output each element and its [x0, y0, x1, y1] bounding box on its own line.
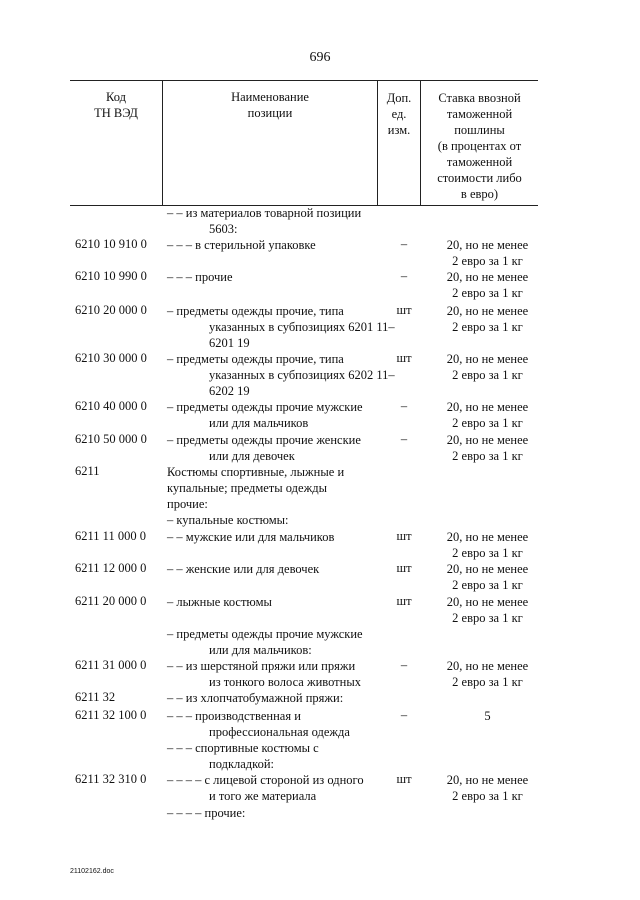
header-name-line: Наименование — [231, 90, 309, 104]
header-unit — [377, 81, 420, 205]
row-name-line: или для девочек — [209, 449, 295, 463]
row-name — [167, 772, 382, 804]
row-rate-line: 5 — [484, 709, 491, 723]
row-unit: шт — [396, 561, 412, 575]
row-rate — [430, 658, 545, 690]
row-rate — [430, 237, 545, 269]
row-name-line: 5603: — [209, 222, 238, 236]
row-unit: – — [400, 708, 408, 722]
row-rate-line: 2 евро за 1 кг — [452, 611, 523, 625]
file-name: 21102162.doc — [70, 868, 114, 875]
row-rate-line: 2 евро за 1 кг — [452, 368, 523, 382]
row-name-line: – – – производственная и — [167, 709, 301, 723]
row-rate-line: 2 евро за 1 кг — [452, 449, 523, 463]
header-name-line: позиции — [247, 106, 293, 120]
row-unit: шт — [396, 594, 412, 608]
row-rate-line: 20, но не менее — [446, 270, 529, 284]
row-name — [167, 351, 395, 399]
row-name-line: 6201 19 — [209, 336, 250, 350]
row-rate — [430, 269, 545, 301]
row-code: 6210 10 910 0 — [75, 237, 147, 251]
header-unit-line: изм. — [387, 123, 411, 137]
row-name-line: или для мальчиков — [209, 416, 309, 430]
row-name-line: – – – – прочие: — [167, 806, 246, 820]
row-unit: – — [400, 432, 408, 446]
row-name-line: – – – в стерильной упаковке — [167, 238, 316, 252]
row-name-line: – предметы одежды прочие, типа — [167, 304, 344, 318]
row-name — [167, 708, 382, 740]
row-code: 6210 10 990 0 — [75, 269, 147, 283]
row-name-line: – – из материалов товарной позиции — [167, 206, 362, 220]
row-name-line: прочие: — [167, 497, 208, 511]
row-code: 6210 50 000 0 — [75, 432, 147, 446]
header-rate-line: стоимости либо — [437, 171, 522, 185]
row-rate-line: 2 евро за 1 кг — [452, 416, 523, 430]
row-code: 6210 20 000 0 — [75, 303, 147, 317]
row-name — [167, 269, 382, 285]
header-code — [70, 81, 162, 205]
row-rate-line: 20, но не менее — [446, 773, 529, 787]
row-rate-line: 20, но не менее — [446, 659, 529, 673]
header-unit-line: Доп. — [386, 91, 412, 105]
row-name — [167, 529, 382, 545]
row-code: 6211 — [75, 464, 100, 478]
row-name — [167, 626, 382, 658]
row-unit: шт — [396, 529, 412, 543]
row-unit: – — [400, 237, 408, 251]
row-name-line: подкладкой: — [209, 757, 275, 771]
row-name-line: 6202 19 — [209, 384, 250, 398]
row-name-line: указанных в субпозициях 6201 11– — [209, 320, 395, 334]
row-name-line: или для мальчиков: — [209, 643, 312, 657]
row-rate-line: 2 евро за 1 кг — [452, 286, 523, 300]
row-code: 6211 32 100 0 — [75, 708, 147, 722]
row-unit: – — [400, 658, 408, 672]
header-rate-line: в евро) — [460, 187, 499, 201]
header-rate-line: Ставка ввозной — [438, 91, 521, 105]
row-code: 6211 32 — [75, 690, 116, 704]
row-rate — [430, 303, 545, 335]
header-rate — [420, 81, 538, 205]
row-name-line: – – мужские или для мальчиков — [167, 530, 335, 544]
row-name-line: – лыжные костюмы — [167, 595, 272, 609]
row-name — [167, 399, 382, 431]
row-rate — [430, 772, 545, 804]
row-code: 6211 12 000 0 — [75, 561, 147, 575]
row-rate-line: 20, но не менее — [446, 400, 529, 414]
row-code: 6211 11 000 0 — [75, 529, 146, 543]
row-name-line: купальные; предметы одежды — [167, 481, 327, 495]
row-code: 6210 40 000 0 — [75, 399, 147, 413]
table-header — [70, 80, 538, 206]
row-rate — [430, 432, 545, 464]
row-rate-line: 2 евро за 1 кг — [452, 578, 523, 592]
row-rate — [430, 351, 545, 383]
header-unit-line: ед. — [391, 107, 407, 121]
row-rate-line: 2 евро за 1 кг — [452, 675, 523, 689]
row-unit: – — [400, 269, 408, 283]
row-code: 6211 31 000 0 — [75, 658, 147, 672]
row-rate-line: 20, но не менее — [446, 238, 529, 252]
row-name — [167, 303, 395, 351]
row-name-line: – – – прочие — [167, 270, 233, 284]
row-name-line: Костюмы спортивные, лыжные и — [167, 465, 345, 479]
row-name — [167, 561, 382, 577]
row-code: 6210 30 000 0 — [75, 351, 147, 365]
row-name-line: профессиональная одежда — [209, 725, 350, 739]
row-rate-line: 20, но не менее — [446, 352, 529, 366]
row-code: 6211 32 310 0 — [75, 772, 147, 786]
row-name-line: – предметы одежды прочие, типа — [167, 352, 344, 366]
header-rate-line: таможенной — [446, 155, 513, 169]
row-name — [167, 740, 382, 772]
row-name — [167, 205, 382, 237]
row-name-line: – предметы одежды прочие мужские — [167, 400, 363, 414]
row-name-line: и того же материала — [209, 789, 317, 803]
row-name — [167, 432, 382, 464]
header-code-line: ТН ВЭД — [94, 106, 138, 120]
row-rate-line: 20, но не менее — [446, 595, 529, 609]
header-rate-line: (в процентах от — [437, 139, 522, 153]
row-name-line: – – – спортивные костюмы с — [167, 741, 319, 755]
header-name — [162, 81, 377, 205]
row-name-line: указанных в субпозициях 6202 11– — [209, 368, 395, 382]
row-rate — [430, 561, 545, 593]
row-name — [167, 658, 382, 690]
row-name-line: – – из шерстяной пряжи или пряжи — [167, 659, 356, 673]
row-rate-line: 20, но не менее — [446, 530, 529, 544]
header-rate-line: таможенной — [446, 107, 513, 121]
row-name-line: – – – – с лицевой стороной из одного — [167, 773, 364, 787]
row-rate-line: 2 евро за 1 кг — [452, 254, 523, 268]
row-rate-line: 2 евро за 1 кг — [452, 546, 523, 560]
row-name-line: – предметы одежды прочие мужские — [167, 627, 363, 641]
row-rate-line: 2 евро за 1 кг — [452, 320, 523, 334]
header-code-line: Код — [106, 90, 126, 104]
header-rate-line: пошлины — [454, 123, 505, 137]
row-name — [167, 464, 382, 528]
row-rate-line: 2 евро за 1 кг — [452, 789, 523, 803]
row-name — [167, 237, 382, 253]
row-name-line: – предметы одежды прочие женские — [167, 433, 361, 447]
row-rate — [430, 594, 545, 626]
row-name — [167, 594, 382, 610]
page-number: 696 — [309, 50, 331, 65]
row-name-line: – купальные костюмы: — [167, 513, 289, 527]
row-unit: – — [400, 399, 408, 413]
row-rate-line: 20, но не менее — [446, 433, 529, 447]
row-unit: шт — [396, 303, 412, 317]
row-name-line: из тонкого волоса животных — [209, 675, 361, 689]
row-rate — [430, 399, 545, 431]
row-name — [167, 805, 382, 821]
row-unit: шт — [396, 351, 412, 365]
row-rate-line: 20, но не менее — [446, 562, 529, 576]
row-rate-line: 20, но не менее — [446, 304, 529, 318]
row-name-line: – – из хлопчатобумажной пряжи: — [167, 691, 344, 705]
row-unit: шт — [396, 772, 412, 786]
row-name-line: – – женские или для девочек — [167, 562, 320, 576]
row-rate — [430, 529, 545, 561]
row-name — [167, 690, 382, 706]
row-rate — [430, 708, 545, 724]
row-code: 6211 20 000 0 — [75, 594, 147, 608]
